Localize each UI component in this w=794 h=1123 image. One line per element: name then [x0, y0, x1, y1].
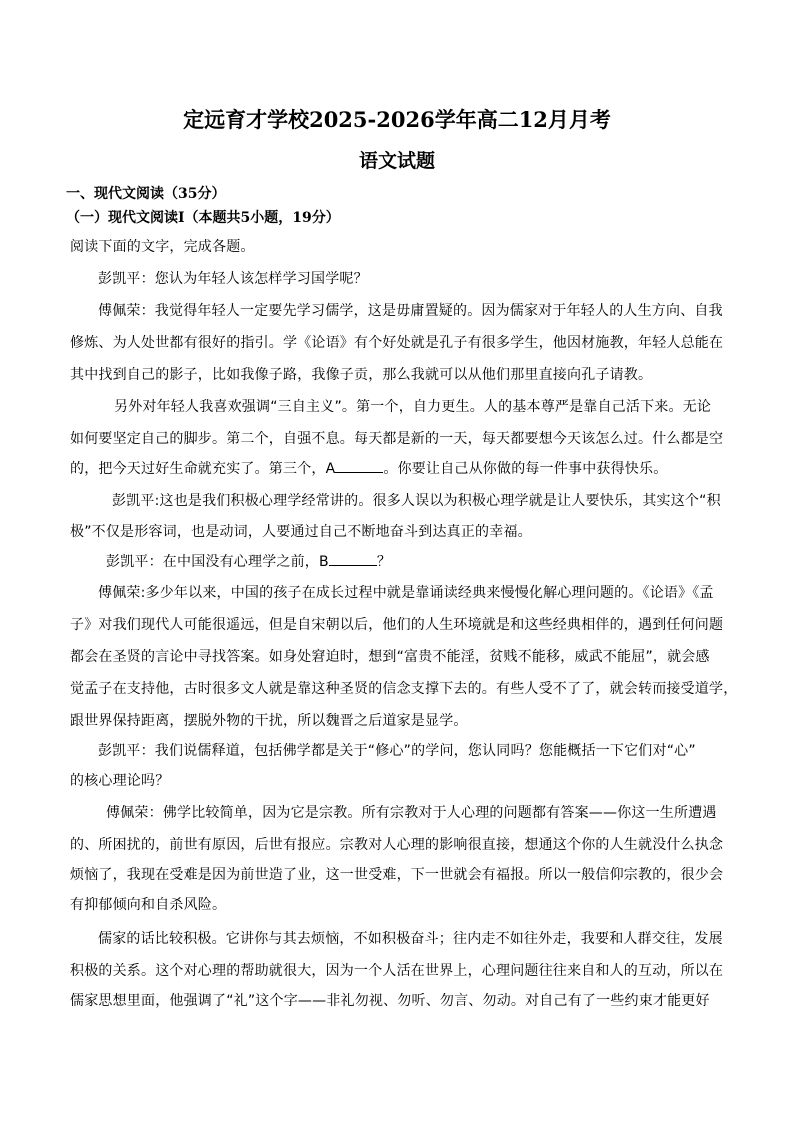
blank-b-label: B — [319, 554, 329, 570]
passage-line: 另外对年轻人我喜欢强调“三自主义”。第一个，自力更生。人的基本尊严是靠自己活下来。无论 — [114, 399, 712, 415]
instruction-line: 阅读下面的文字，完成各题。 — [70, 239, 255, 255]
passage-line: 修炼、为人处世都有很好的指引。学《论语》有个好处就是孔子有很多学生，他因材施教，年轻人总能在 — [70, 335, 724, 351]
passage-line: 傅佩荣:多少年以来，中国的孩子在成长过程中就是靠诵读经典来慢慢化解心理问题的。《论语》《孟 — [98, 585, 714, 601]
passage-line: 跟世界保持距离，摆脱外物的干扰，所以魏晋之后道家是显学。 — [70, 713, 468, 729]
blank-b — [329, 553, 377, 566]
passage-line: 都会在圣贤的言论中寻找答案。如身处窘迫时，想到“富贵不能淫，贫贱不能移，威武不能屈”，就会感 — [70, 649, 710, 665]
section-heading: 一、现代文阅读（35分） — [66, 186, 226, 202]
blank-a — [335, 460, 383, 473]
passage-line: 其中找到自己的影子，比如我像子路，我像子贡，那么我就可以从他们那里直接向孔子请教。 — [70, 367, 653, 383]
blank-a-label: A — [325, 461, 336, 477]
exam-title: 定远育才学校2025-2026学年高二12月月考 — [183, 107, 611, 132]
passage-line: 儒家思想里面，他强调了“礼”这个字——非礼勿视、勿听、勿言、勿动。对自己有了一些约束才能更好 — [70, 993, 710, 1009]
passage-line: 傅佩荣：我觉得年轻人一定要先学习儒学，这是毋庸置疑的。因为儒家对于年轻人的人生方向、自我 — [98, 303, 723, 319]
passage-text: 彭凯平：在中国没有心理学之前， — [106, 554, 319, 570]
passage-line: 烦恼了，我现在受难是因为前世造了业，这一世受难，下一世就会有福报。所以一般信仰宗教的，很少会 — [70, 867, 724, 883]
passage-line: 觉孟子在支持他，古时很多文人就是靠这种圣贤的信念支撑下去的。有些人受不了了，就会转而接受道学， — [70, 681, 738, 697]
passage-line: 儒家的话比较积极。它讲你与其去烦恼，不如积极奋斗；往内走不如往外走，我要和人群交往，发展 — [98, 931, 723, 947]
passage-line: 彭凯平：我们说儒释道，包括佛学都是关于“修心”的学问，您认同吗？您能概括一下它们对“心” — [98, 743, 696, 759]
passage-line: 积极的关系。这个对心理的帮助就很大，因为一个人活在世界上，心理问题往往来自和人的互动，所以在 — [70, 963, 724, 979]
subsection-heading: （一）现代文阅读Ⅰ（本题共5小题，19分） — [66, 210, 340, 226]
passage-line: 彭凯平：您认为年轻人该怎样学习国学呢？ — [98, 271, 368, 287]
exam-subject: 语文试题 — [358, 150, 435, 172]
passage-line-with-blank-b — [106, 553, 766, 571]
passage-text: 的，把今天过好生命就充实了。第三个， — [70, 461, 326, 477]
passage-line: 极”不仅是形容词，也是动词，人要通过自己不断地奋斗到达真正的幸福。 — [70, 524, 532, 540]
passage-line: 彭凯平:这也是我们积极心理学经常讲的。很多人误以为积极心理学就是让人要快乐，其实这个“积 — [112, 493, 721, 509]
passage-text: 。你要让自己从你做的每一件事中获得快乐。 — [383, 461, 668, 477]
passage-line: 有抑郁倾向和自杀风险。 — [70, 897, 227, 913]
passage-line: 如何要坚定自己的脚步。第二个，自强不息。每天都是新的一天，每天都要想今天该怎么过。什么都是空 — [70, 431, 724, 447]
passage-text: ？ — [376, 554, 392, 570]
passage-line: 的核心理论吗？ — [70, 773, 170, 789]
passage-line: 傅佩荣：佛学比较简单，因为它是宗教。所有宗教对于人心理的问题都有答案——你这一生所遭遇 — [106, 805, 717, 821]
passage-line: 子》对我们现代人可能很遥远，但是自宋朝以后，他们的人生环境就是和这些经典相伴的，遇到任何问题 — [70, 617, 724, 633]
passage-line-with-blank-a — [70, 460, 730, 478]
passage-line: 的、所困扰的，前世有原因，后世有报应。宗教对人心理的影响很直接，想通这个你的人生就没什么执念 — [70, 837, 724, 853]
